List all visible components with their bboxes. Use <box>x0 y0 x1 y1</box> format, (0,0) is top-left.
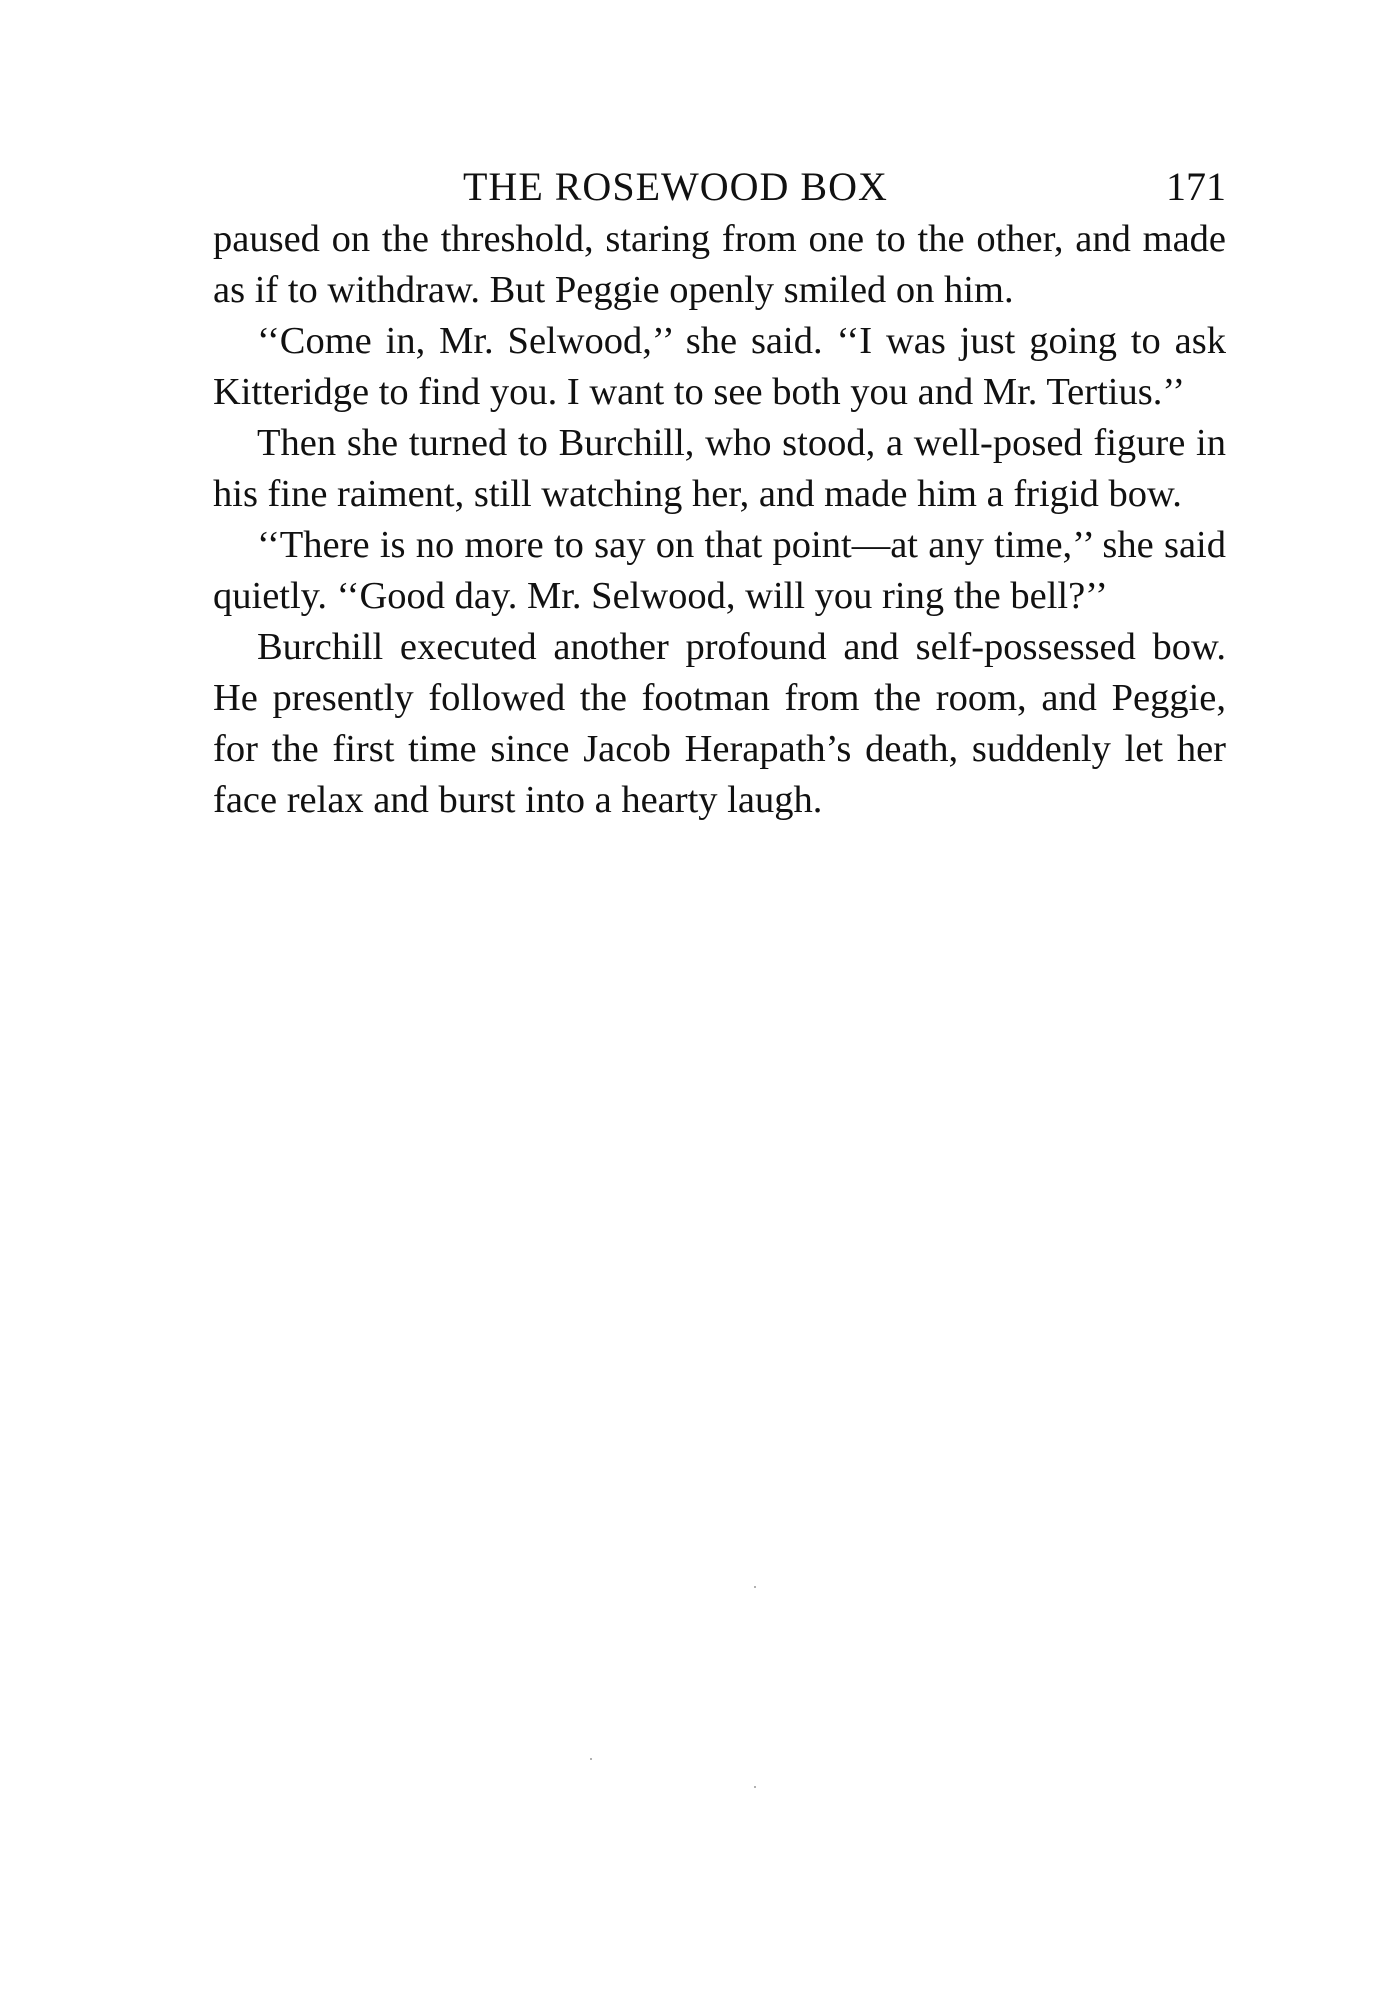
paragraph: ‘‘There is no more to say on that point—at any time,’’ she said quietly. ‘‘Good day. Mr. Selwood, will you ring the bell?’’ <box>213 524 1226 617</box>
running-title: THE ROSEWOOD BOX <box>463 164 888 209</box>
book-page <box>213 160 1226 826</box>
page-number: 171 <box>1166 164 1226 209</box>
paragraph: ‘‘Come in, Mr. Selwood,’’ she said. ‘‘I was just going to ask Kitteridge to find you. I want to see both you and Mr. Tertius.’’ <box>213 320 1226 413</box>
paragraph-continued: paused on the threshold, staring from one to the other, and made as if to withdraw. But Peggie openly smiled on him. <box>213 218 1226 311</box>
body-text <box>213 214 1226 826</box>
running-head <box>213 160 1226 214</box>
paragraph: Then she turned to Burchill, who stood, a well-posed figure in his fine raiment, still watching her, and made him a frigid bow. <box>213 422 1226 515</box>
paper-speck <box>754 1786 756 1788</box>
paper-speck <box>754 1586 756 1588</box>
paragraph: Burchill executed another profound and self-possessed bow. He presently followed the footman from the room, and Peggie, for the first time since Jacob Herapath’s death, suddenly let her face relax and burst into a hearty laugh. <box>213 626 1226 821</box>
paper-speck <box>590 1758 592 1760</box>
